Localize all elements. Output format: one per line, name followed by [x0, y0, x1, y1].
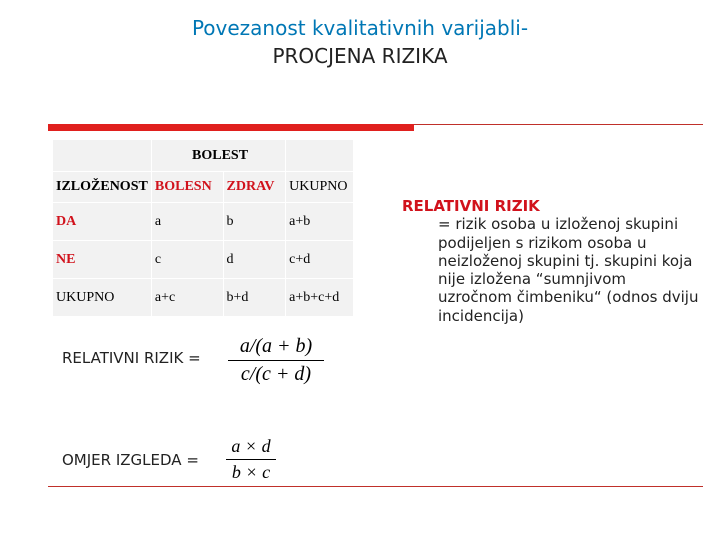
- table-cell-empty: [53, 140, 152, 172]
- relative-risk-fraction: [228, 335, 324, 386]
- table-cell: b+d: [223, 279, 286, 317]
- odds-ratio-fraction: [226, 436, 276, 483]
- row-label-ukupno: UKUPNO: [53, 279, 152, 317]
- table-cell: d: [223, 241, 286, 279]
- table-cell: a+c: [151, 279, 223, 317]
- slide-title: [0, 14, 720, 70]
- table-cell: b: [223, 203, 286, 241]
- title-line-1: Povezanost kvalitativnih varijabli-: [191, 16, 529, 40]
- table-cell: a+b: [286, 203, 354, 241]
- contingency-table: [52, 139, 354, 317]
- fraction-bar: [228, 360, 324, 361]
- description-heading: RELATIVNI RIZIK: [402, 197, 540, 215]
- relative-risk-numerator: a/(a + b): [239, 335, 313, 357]
- odds-ratio-numerator: a × d: [231, 436, 271, 456]
- group-header-bolest: BOLEST: [151, 140, 285, 172]
- relative-risk-description: [402, 197, 702, 325]
- odds-ratio-denominator: b × c: [231, 462, 271, 482]
- table-header-row: [53, 172, 354, 203]
- description-text: = rizik osoba u izloženoj skupini podijeljen s rizikom osoba u neizloženoj skupini tj. skupini koja nije izložena “sumnjivom uzročnom čimbeniku“ (odnos dviju incidencija): [438, 215, 699, 325]
- top-rule-thin: [414, 124, 703, 125]
- table-cell: a: [151, 203, 223, 241]
- relative-risk-label: RELATIVNI RIZIK =: [62, 349, 201, 367]
- header-zdrav: ZDRAV: [223, 172, 286, 203]
- header-bolesn: BOLESN: [151, 172, 223, 203]
- table-row: [53, 241, 354, 279]
- row-label-ne: NE: [53, 241, 152, 279]
- top-rule-thick: [48, 124, 414, 131]
- table-row: [53, 279, 354, 317]
- table-row: [53, 203, 354, 241]
- table-cell: c+d: [286, 241, 354, 279]
- table-cell-empty: [286, 140, 354, 172]
- table-group-header-row: [53, 140, 354, 172]
- header-ukupno: UKUPNO: [286, 172, 354, 203]
- bottom-rule: [48, 486, 703, 487]
- table-cell: a+b+c+d: [286, 279, 354, 317]
- relative-risk-denominator: c/(c + d): [240, 363, 312, 385]
- header-izlozenost: IZLOŽENOST: [53, 172, 152, 203]
- fraction-bar: [226, 459, 276, 460]
- row-label-da: DA: [53, 203, 152, 241]
- odds-ratio-label: OMJER IZGLEDA =: [62, 451, 199, 469]
- title-line-2: PROCJENA RIZIKA: [272, 44, 448, 68]
- table-cell: c: [151, 241, 223, 279]
